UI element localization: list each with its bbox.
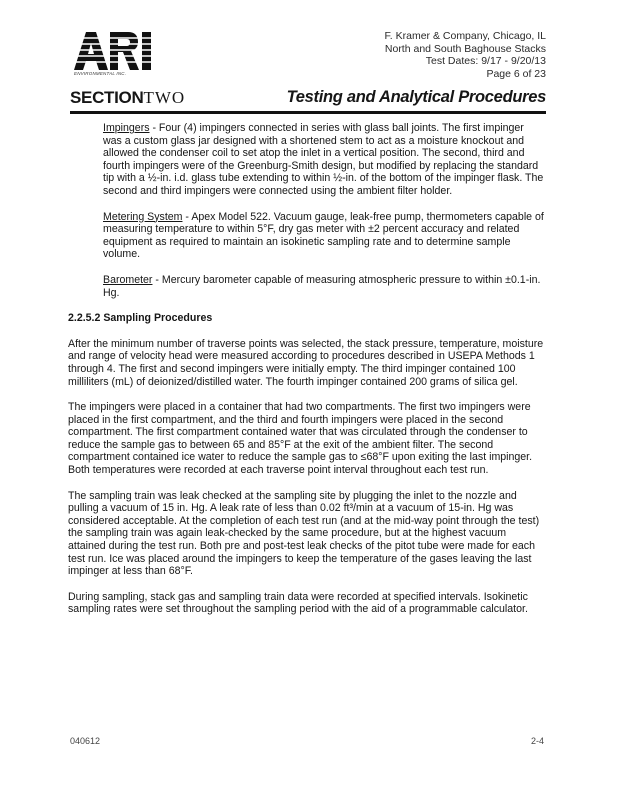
body-paragraph: After the minimum number of traverse points was selected, the stack pressure, temperature, moisture and range of velocity head were measured according to procedures described in USEPA Methods 1 through 4. The first and second impingers were initially empty. The third impinger contained 100 milliliters (mL) of deionized/distilled water. The fourth impinger contained 200 grams of silica gel. xyxy=(68,337,544,388)
impingers-term: Impingers xyxy=(103,122,150,134)
logo-mark xyxy=(72,30,162,72)
header-info xyxy=(385,30,546,80)
footer-code: 040612 xyxy=(70,736,101,746)
page-number-line: Page 6 of 23 xyxy=(486,67,546,80)
barometer-text: - Mercury barometer capable of measuring atmospheric pressure to within ±0.1-in. Hg. xyxy=(103,273,541,299)
test-dates-line: Test Dates: 9/17 - 9/20/13 xyxy=(425,55,546,67)
footer-page: 2-4 xyxy=(530,736,544,746)
metering-text: - Apex Model 522. Vacuum gauge, leak-free pump, thermometers capable of measuring temperature to within 5°F, dry gas meter with ±2 percent accuracy and related equipment as required to maintain an isokinetic sampling rate and to determine sample volume. xyxy=(103,210,544,261)
metering-term: Metering System xyxy=(103,210,183,223)
company-logo xyxy=(72,30,162,80)
client-line: F. Kramer & Company, Chicago, IL xyxy=(384,30,546,42)
sampling-procedures-heading: 2.2.5.2 Sampling Procedures xyxy=(68,312,213,325)
body-paragraph: The sampling train was leak checked at the sampling site by plugging the inlet to the nozzle and pulling a vacuum of 15 in. Hg. A leak rate of less than 0.02 ft³/min at a vacuum of 15-in. Hg was considered acceptable. At the completion of each test run (and at the mid-way point through the test) the sampling train was again leak-checked by the same procedure, but at the highest vacuum attained during the test run. Both pre and post-test leak checks of the pitot tube were made for each test run. Ice was placed around the impingers to keep the temperature of the gases leaving the last impinger at less than 68°F. xyxy=(68,489,540,578)
section-label xyxy=(70,88,185,108)
logo-caption: ENVIRONMENTAL INC. xyxy=(74,71,127,76)
project-line: North and South Baghouse Stacks xyxy=(384,42,546,55)
page-body xyxy=(68,122,544,629)
section-number: TWO xyxy=(143,88,186,107)
barometer-paragraph xyxy=(103,274,544,299)
logo-text: ARI xyxy=(72,30,74,31)
header-rule xyxy=(70,111,546,114)
body-paragraph: The impingers were placed in a container that had two compartments. The first two impingers were placed in the first compartment, and the third and fourth impingers were placed in the second compartment. The first compartment contained water that was circulated through the condenser to reduce the sample gas to between 65 and 85°F at the exit of the ambient filter. The second compartment contained ice water to reduce the sample gas to ≤68°F upon exiting the last impinger. Both temperatures were recorded at each traverse point interval throughout each test run. xyxy=(68,401,533,477)
metering-paragraph xyxy=(103,211,544,261)
impingers-text: - Four (4) impingers connected in series with glass ball joints. The first impinger was a custom glass jar designed with a shortened stem to act as a moisture knockout and allowed the condenser coil to set atop the inlet in a vertical position. The second, third and fourth impingers were of the Greenburg-Smith design, but modified by replacing the standard tip with a ½-in. i.d. glass tube extending to within ½-in. of the bottom of the impinger flask. The second and third impingers were connected using the ambient filter holder. xyxy=(103,122,544,197)
section-title: Testing and Analytical Procedures xyxy=(286,88,546,106)
impingers-paragraph xyxy=(103,122,544,198)
section-prefix: SECTION xyxy=(70,88,144,107)
body-paragraph: During sampling, stack gas and sampling train data were recorded at specified intervals. Isokinetic sampling rates were set throughout the sampling period with the aid of a programmable calculator. xyxy=(68,590,528,616)
barometer-term: Barometer xyxy=(103,273,153,286)
